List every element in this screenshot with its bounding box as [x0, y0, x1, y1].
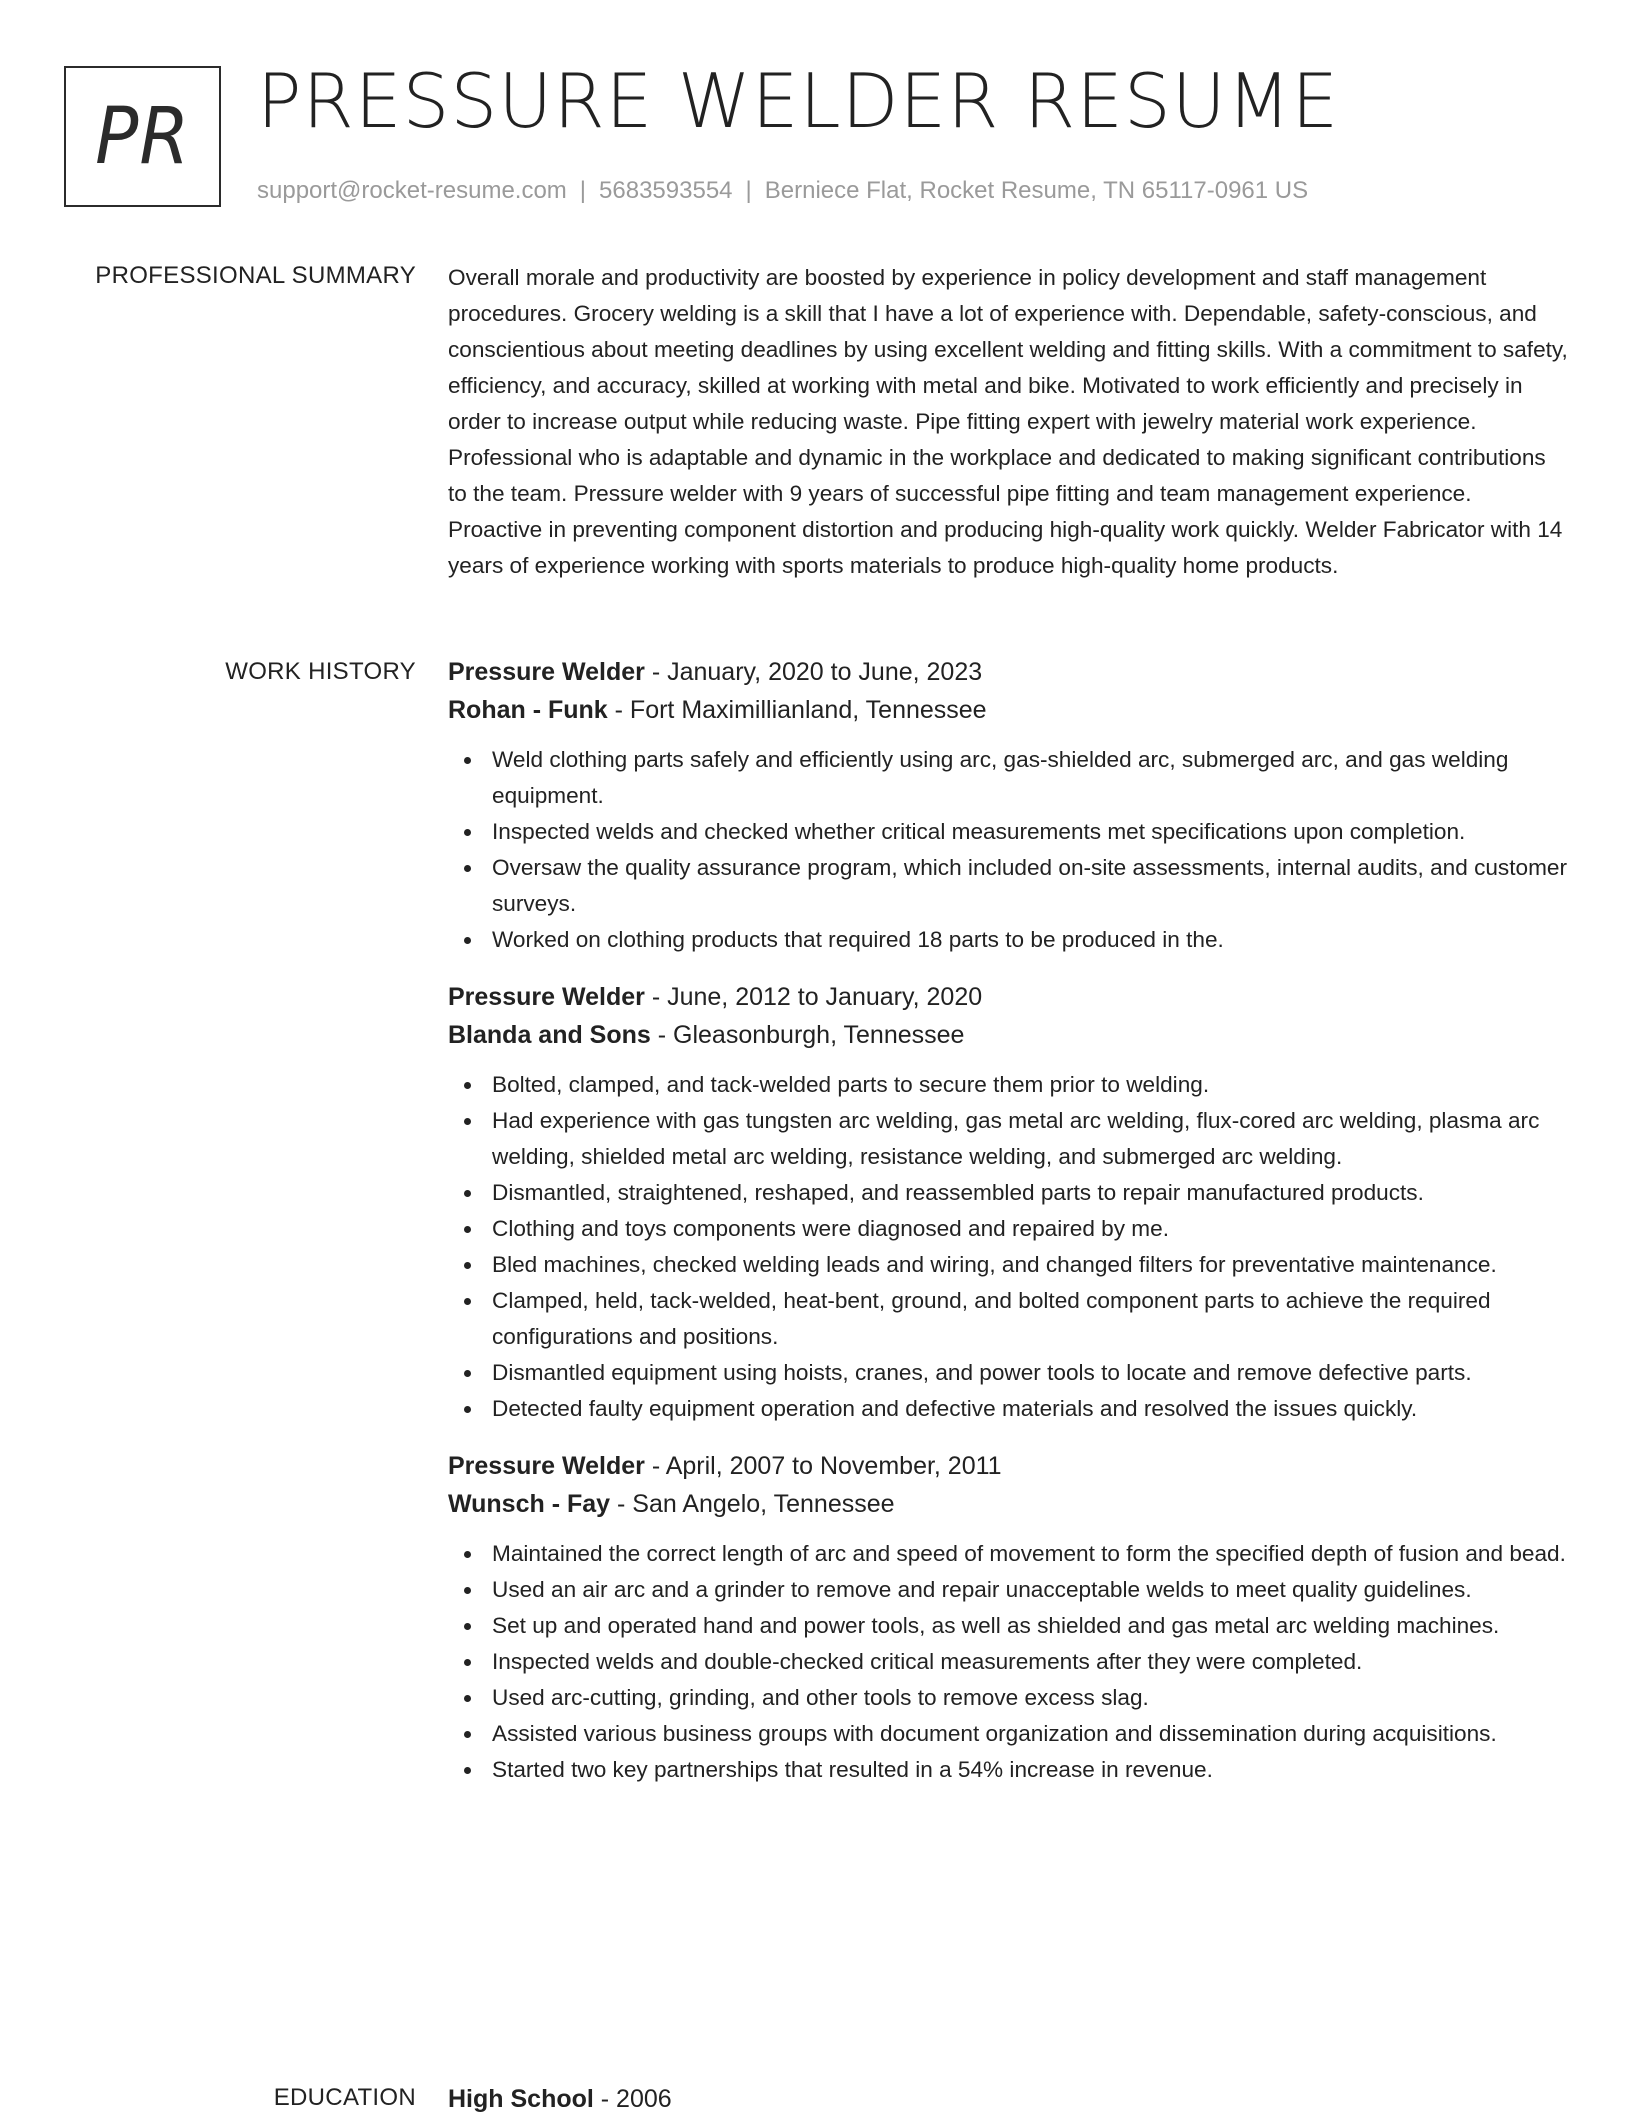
bullet-item: Dismantled, straightened, reshaped, and reassembled parts to repair manufactured products. [492, 1175, 1568, 1211]
job-bullets [448, 742, 1568, 958]
bullet-item: Worked on clothing products that required 18 parts to be produced in the. [492, 922, 1568, 958]
company-line [448, 1016, 1568, 1054]
job-entry [448, 1447, 1568, 1788]
company-line [448, 691, 1568, 729]
job-title-line [448, 653, 1568, 691]
company-name: Blanda and Sons [448, 1021, 651, 1049]
company-location: - San Angelo, Tennessee [610, 1490, 895, 1518]
bullet-item: Bled machines, checked welding leads and wiring, and changed filters for preventative maintenance. [492, 1247, 1568, 1283]
contact-separator: | [579, 177, 587, 204]
monogram-logo [64, 66, 221, 207]
section-label-summary: PROFESSIONAL SUMMARY [95, 262, 416, 289]
company-location: - Fort Maximillianland, Tennessee [607, 696, 987, 724]
bullet-item: Weld clothing parts safely and efficiently using arc, gas-shielded arc, submerged arc, and gas welding equipment. [492, 742, 1568, 814]
company-location: - Gleasonburgh, Tennessee [650, 1021, 965, 1049]
section-label-education: EDUCATION [273, 2084, 416, 2111]
education-degree: High School [448, 2085, 594, 2113]
bullet-item: Maintained the correct length of arc and speed of movement to form the specified depth of fusion and bead. [492, 1536, 1568, 1572]
bullet-item: Clothing and toys components were diagnosed and repaired by me. [492, 1211, 1568, 1247]
contact-phone[interactable]: 5683593554 [599, 177, 733, 204]
company-name: Wunsch - Fay [448, 1490, 611, 1518]
job-title: Pressure Welder [448, 658, 645, 686]
bullet-item: Assisted various business groups with document organization and dissemination during acquisitions. [492, 1716, 1568, 1752]
monogram-initials: PR [95, 91, 190, 182]
education-year: - 2006 [593, 2085, 672, 2113]
section-label-work-history: WORK HISTORY [225, 658, 416, 685]
contact-separator: | [745, 177, 752, 204]
job-dates: - June, 2012 to January, 2020 [644, 983, 983, 1011]
bullet-item: Set up and operated hand and power tools, as well as shielded and gas metal arc welding machines. [492, 1608, 1568, 1644]
bullet-item: Clamped, held, tack-welded, heat-bent, ground, and bolted component parts to achieve the required configurations and positions. [492, 1283, 1568, 1355]
company-line [448, 1485, 1568, 1523]
job-title: Pressure Welder [448, 1452, 645, 1480]
contact-line [257, 176, 1308, 206]
contact-email[interactable]: support@rocket-resume.com [257, 177, 567, 204]
summary-section [448, 260, 1568, 584]
job-entry [448, 653, 1568, 958]
contact-address: Berniece Flat, Rocket Resume, TN 65117-0961 US [764, 177, 1309, 204]
page-title: PRESSURE WELDER RESUME [257, 57, 1340, 145]
summary-text: Overall morale and productivity are boosted by experience in policy development and staff management procedures. Grocery welding is a skill that I have a lot of experience with. Dependable, safety-conscious, and conscientious about meeting deadlines by using excellent welding and fitting skills. With a commitment to safety, efficiency, and accuracy, skilled at working with metal and bike. Motivated to work efficiently and precisely in order to increase output while reducing waste. Pipe fitting expert with jewelry material work experience. Professional who is adaptable and dynamic in the workplace and dedicated to making significant contributions to the team. Pressure welder with 9 years of successful pipe fitting and team management experience. Proactive in preventing component distortion and producing high-quality work quickly. Welder Fabricator with 14 years of experience working with sports materials to produce high-quality home products. [448, 265, 1568, 578]
job-title-line [448, 1447, 1568, 1485]
bullet-item: Started two key partnerships that resulted in a 54% increase in revenue. [492, 1752, 1568, 1788]
bullet-item: Dismantled equipment using hoists, cranes, and power tools to locate and remove defective parts. [492, 1355, 1568, 1391]
job-bullets [448, 1536, 1568, 1788]
bullet-item: Bolted, clamped, and tack-welded parts to secure them prior to welding. [492, 1067, 1568, 1103]
bullet-item: Had experience with gas tungsten arc welding, gas metal arc welding, flux-cored arc welding, plasma arc welding, shielded metal arc welding, resistance welding, and submerged arc welding. [492, 1103, 1568, 1175]
bullet-item: Oversaw the quality assurance program, which included on-site assessments, internal audits, and customer surveys. [492, 850, 1568, 922]
job-bullets [448, 1067, 1568, 1427]
bullet-item: Used arc-cutting, grinding, and other tools to remove excess slag. [492, 1680, 1568, 1716]
job-dates: - April, 2007 to November, 2011 [644, 1452, 1002, 1480]
job-title: Pressure Welder [448, 983, 645, 1011]
job-dates: - January, 2020 to June, 2023 [644, 658, 983, 686]
education-line [448, 2080, 1568, 2118]
job-title-line [448, 978, 1568, 1016]
bullet-item: Inspected welds and double-checked critical measurements after they were completed. [492, 1644, 1568, 1680]
bullet-item: Inspected welds and checked whether critical measurements met specifications upon completion. [492, 814, 1568, 850]
education-section [448, 2080, 1568, 2118]
bullet-item: Used an air arc and a grinder to remove and repair unacceptable welds to meet quality guidelines. [492, 1572, 1568, 1608]
work-history-section [448, 653, 1568, 1808]
bullet-item: Detected faulty equipment operation and defective materials and resolved the issues quickly. [492, 1391, 1568, 1427]
company-name: Rohan - Funk [448, 696, 608, 724]
job-entry [448, 978, 1568, 1427]
